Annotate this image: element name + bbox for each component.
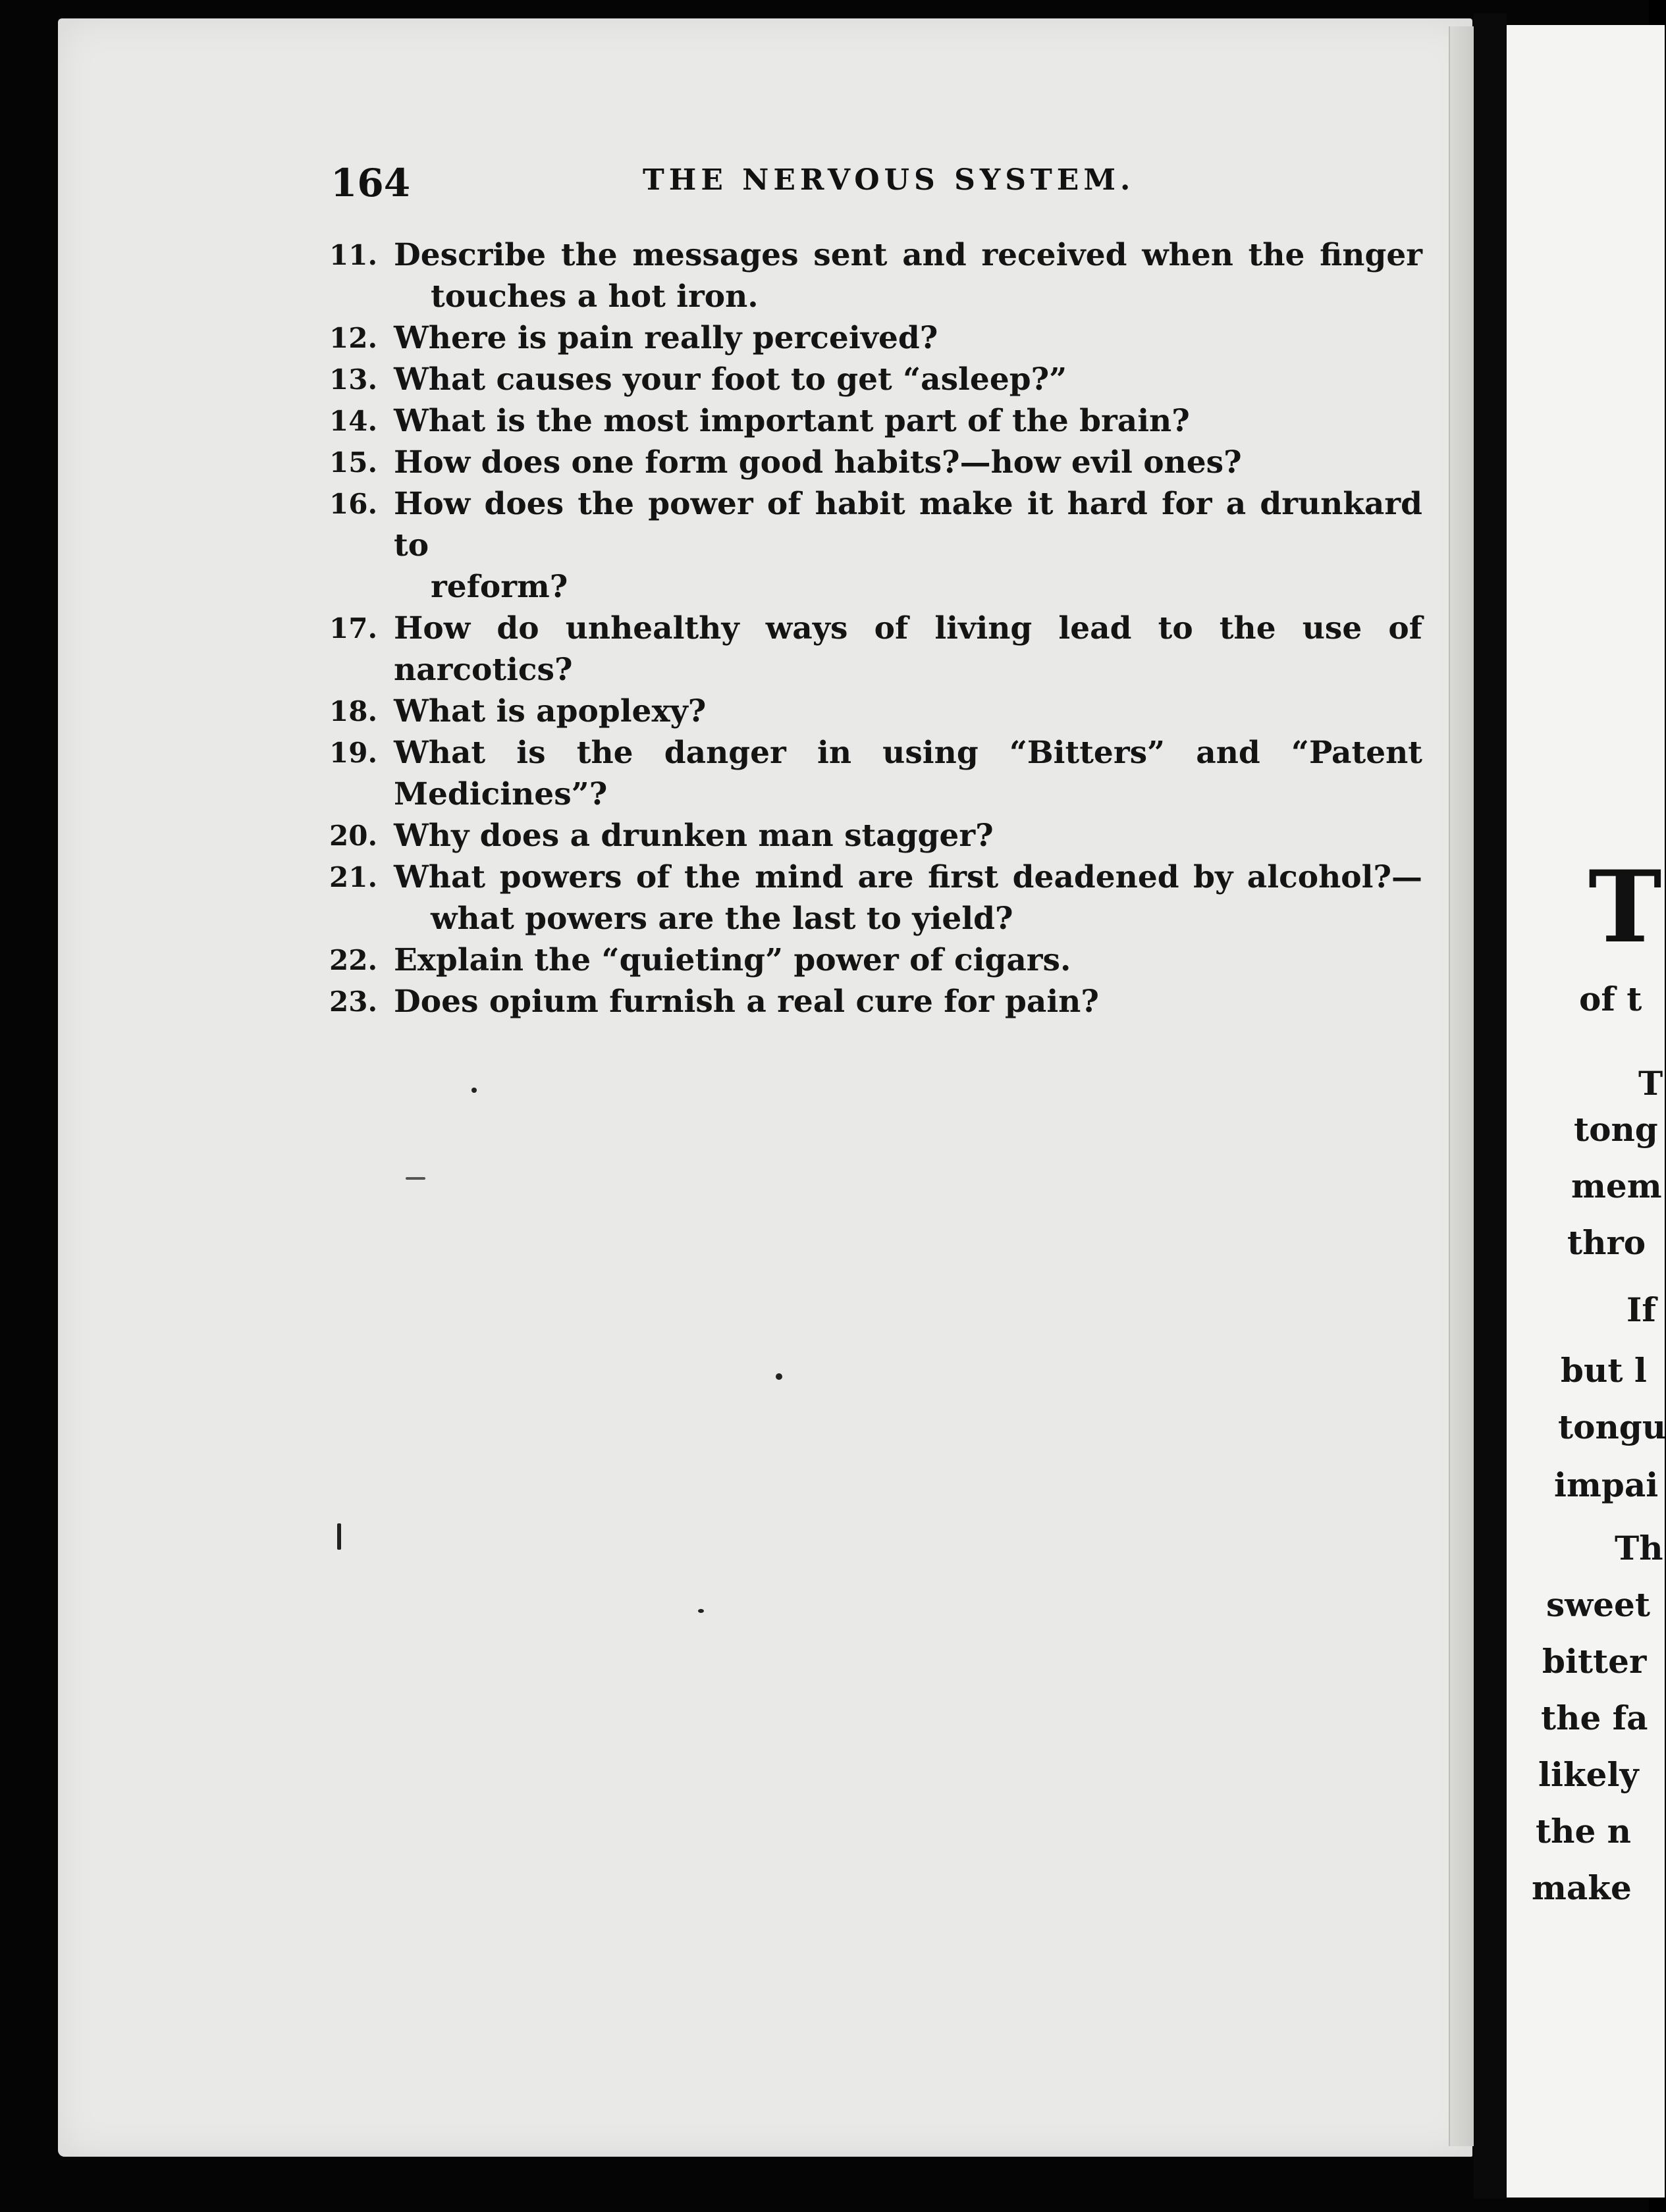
ink-speck (406, 1177, 425, 1180)
ink-speck (776, 1373, 782, 1380)
question-number: 22. (329, 944, 378, 976)
question-number: 13. (329, 363, 378, 396)
ink-speck (471, 1088, 477, 1093)
book-gutter (1474, 13, 1507, 2199)
question-number: 16. (329, 488, 378, 520)
right-page-fragment: the n (1536, 1812, 1632, 1851)
question-item (329, 732, 1422, 815)
question-number: 20. (329, 820, 378, 852)
right-page-fragment: impai (1554, 1465, 1659, 1504)
question-text: Does opium furnish a real cure for pain? (394, 984, 1099, 1020)
question-number: 17. (329, 612, 378, 645)
question-text-continued: reform? (431, 569, 568, 605)
right-page-fragment: tongu (1558, 1408, 1666, 1446)
right-page-fragment: mem (1571, 1167, 1662, 1205)
ink-speck (698, 1609, 704, 1613)
right-page-fragment: tong (1574, 1110, 1658, 1149)
right-page-fragment: sweet (1546, 1585, 1650, 1624)
drop-cap-initial: T (1588, 849, 1662, 965)
question-text: What is apoplexy? (394, 693, 707, 729)
right-page-fragment: T (1638, 1064, 1663, 1103)
question-text: Why does a drunken man stagger? (394, 818, 994, 854)
question-text-continued: what powers are the last to yield? (431, 901, 1013, 937)
right-page-fragment: If (1626, 1290, 1656, 1329)
question-item (329, 608, 1422, 691)
right-page-fragment: make (1532, 1868, 1632, 1907)
right-page-fragment: but l (1561, 1351, 1647, 1390)
question-item (329, 317, 1422, 359)
right-page-fragment: the fa (1541, 1698, 1648, 1737)
question-text: What is the danger in using “Bitters” and “Patent Medicines”? (394, 735, 1422, 812)
question-item (329, 234, 1422, 317)
question-text: How does one form good habits?—how evil ones? (394, 444, 1242, 481)
page-edge (1449, 26, 1476, 2146)
question-number: 12. (329, 322, 378, 354)
running-head: THE NERVOUS SYSTEM. (643, 163, 1135, 197)
question-item (329, 691, 1422, 732)
ink-speck (337, 1523, 341, 1550)
question-number: 19. (329, 737, 378, 769)
question-number: 15. (329, 446, 378, 479)
question-item (329, 483, 1422, 608)
question-text: What powers of the mind are first deadened by alcohol?— (394, 859, 1422, 895)
question-item (329, 442, 1422, 483)
question-text: How does the power of habit make it hard for a drunkard to (394, 486, 1422, 564)
question-item (329, 815, 1422, 856)
question-text: Describe the messages sent and received when the finger (394, 237, 1422, 273)
question-text-continued: touches a hot iron. (431, 278, 759, 315)
right-page-fragment: likely (1538, 1755, 1639, 1794)
question-text: How do unhealthy ways of living lead to the use of narcotics? (394, 610, 1422, 688)
page-number: 164 (331, 161, 411, 205)
question-item (329, 359, 1422, 400)
question-text: What is the most important part of the brain? (394, 403, 1190, 439)
question-list (329, 234, 1422, 1022)
right-page-fragment: of t (1579, 980, 1642, 1018)
question-number: 23. (329, 986, 378, 1018)
question-number: 21. (329, 861, 378, 893)
right-page-fragment: Th (1615, 1529, 1663, 1567)
question-text: What causes your foot to get “asleep?” (394, 361, 1067, 398)
right-page-fragment: thro (1567, 1223, 1646, 1262)
question-text: Where is pain really perceived? (394, 320, 938, 356)
question-item (329, 856, 1422, 939)
question-item (329, 400, 1422, 442)
question-text: Explain the “quieting” power of cigars. (394, 942, 1071, 978)
question-number: 11. (329, 239, 378, 271)
question-item (329, 939, 1422, 981)
right-page-fragment: bitter (1542, 1642, 1647, 1681)
question-item (329, 981, 1422, 1022)
question-number: 14. (329, 405, 378, 437)
question-number: 18. (329, 695, 378, 727)
